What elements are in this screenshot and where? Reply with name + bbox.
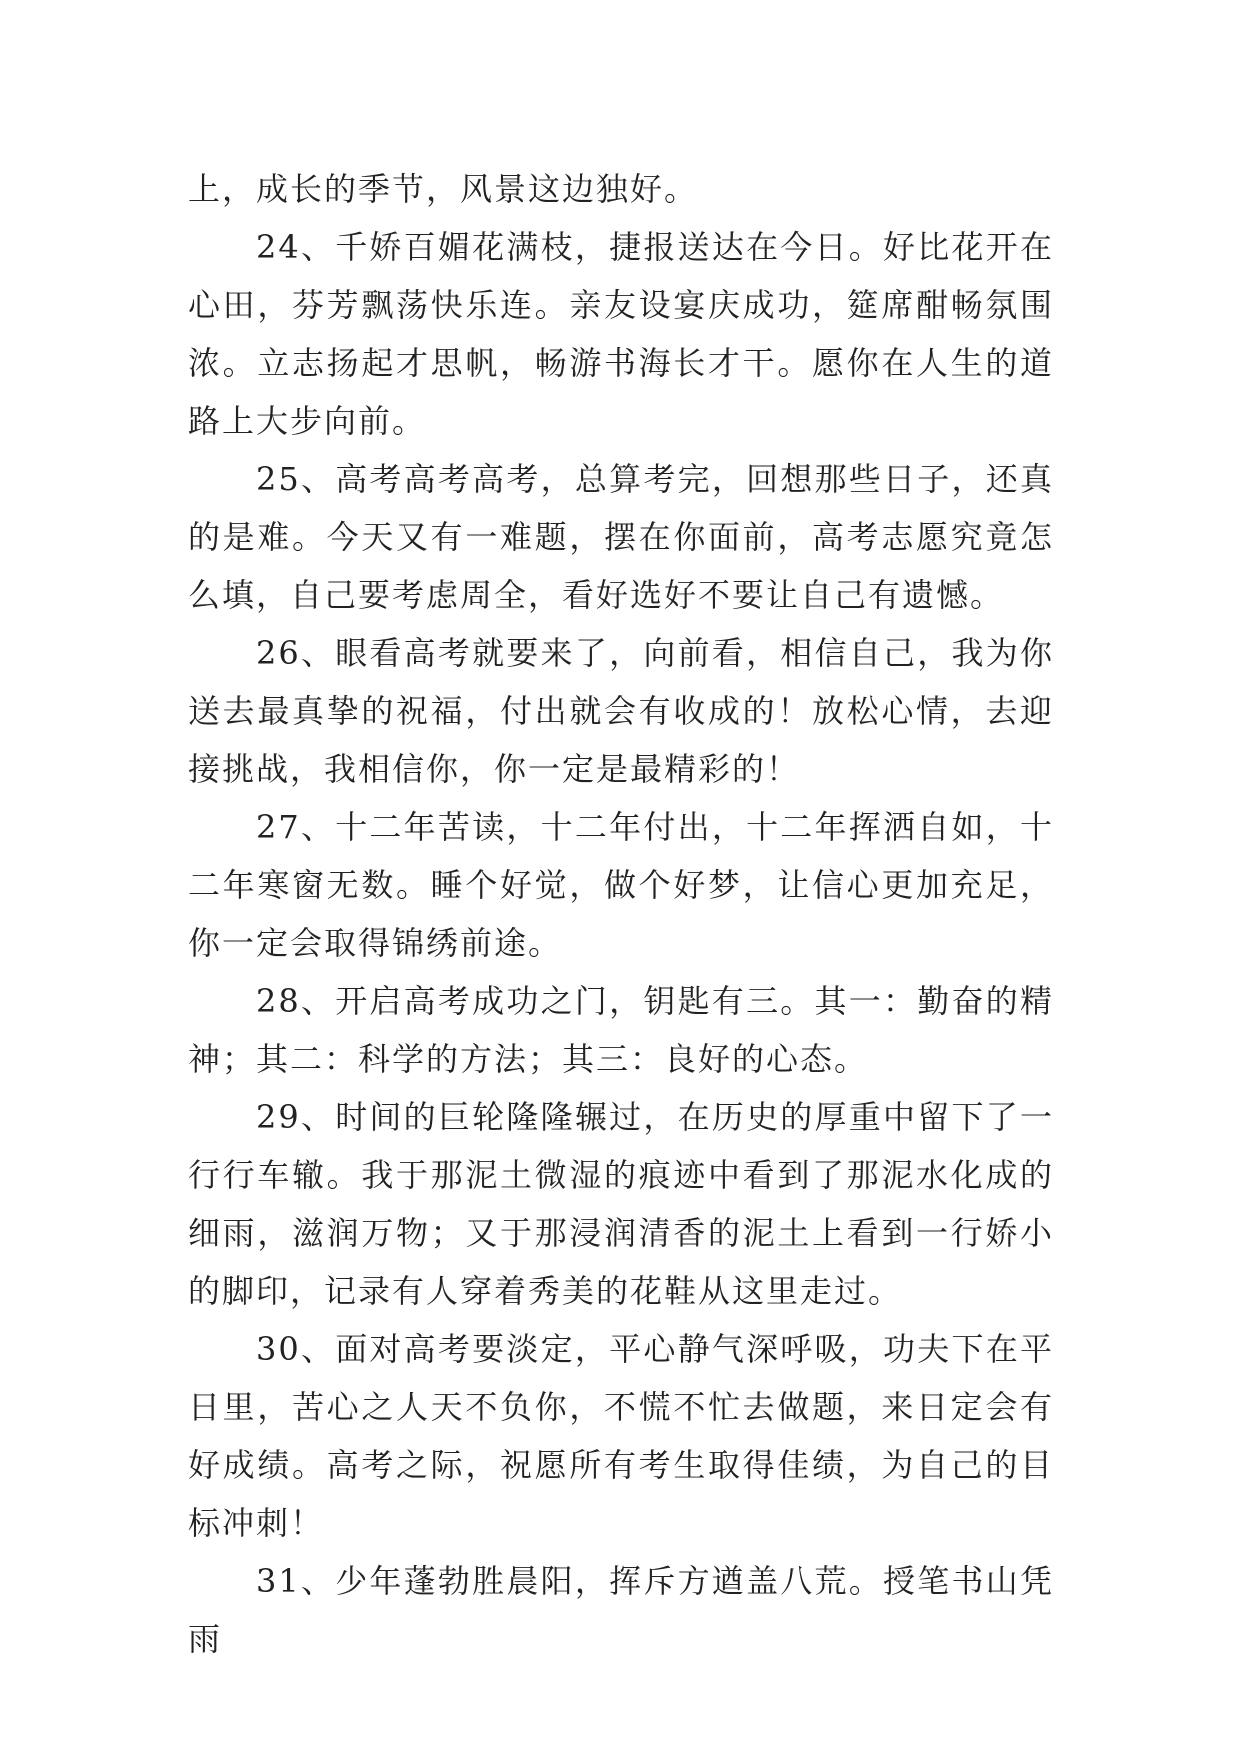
paragraph-28: 28、开启高考成功之门，钥匙有三。其一：勤奋的精神；其二：科学的方法；其三：良好的心态。 bbox=[188, 982, 1054, 1078]
paragraph-29: 29、时间的巨轮隆隆辗过，在历史的厚重中留下了一行行车辙。我于那泥土微湿的痕迹中看到了那泥水化成的细雨，滋润万物；又于那浸润清香的泥土上看到一行娇小的脚印，记录有人穿着秀美的花鞋从这里走过。 bbox=[188, 1098, 1054, 1310]
paragraph-26: 26、眼看高考就要来了，向前看，相信自己，我为你送去最真挚的祝福，付出就会有收成的！放松心情，去迎接挑战，我相信你，你一定是最精彩的！ bbox=[188, 634, 1054, 788]
paragraph-27: 27、十二年苦读，十二年付出，十二年挥洒自如，十二年寒窗无数。睡个好觉，做个好梦，让信心更加充足，你一定会取得锦绣前途。 bbox=[188, 808, 1054, 962]
paragraph-31: 31、少年蓬勃胜晨阳，挥斥方遒盖八荒。授笔书山凭雨 bbox=[188, 1562, 1054, 1658]
paragraph-continuation: 上，成长的季节，风景这边独好。 bbox=[188, 170, 699, 208]
paragraph-24: 24、千娇百媚花满枝，捷报送达在今日。好比花开在心田，芬芳飘荡快乐连。亲友设宴庆成功，筵席酣畅氛围浓。立志扬起才思帆，畅游书海长才干。愿你在人生的道路上大步向前。 bbox=[188, 228, 1054, 440]
paragraph-30: 30、面对高考要淡定，平心静气深呼吸，功夫下在平日里，苦心之人天不负你，不慌不忙去做题，来日定会有好成绩。高考之际，祝愿所有考生取得佳绩，为自己的目标冲刺！ bbox=[188, 1330, 1054, 1542]
document-body bbox=[188, 160, 1054, 1668]
paragraph-25: 25、高考高考高考，总算考完，回想那些日子，还真的是难。今天又有一难题，摆在你面前，高考志愿究竟怎么填，自己要考虑周全，看好选好不要让自己有遗憾。 bbox=[188, 460, 1054, 614]
